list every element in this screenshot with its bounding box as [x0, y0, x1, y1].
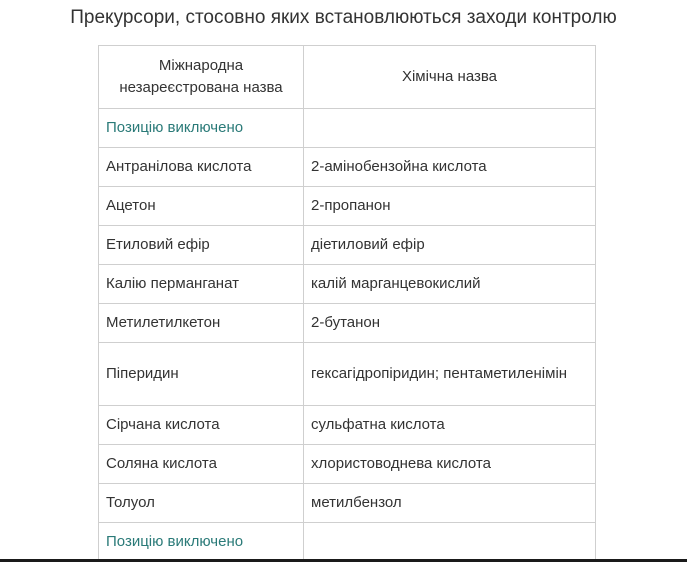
- cell-chemical-name: калій марганцевокислий: [304, 265, 596, 304]
- table-row: [99, 187, 596, 226]
- table-row: [99, 226, 596, 265]
- cell-inn-excluded: Позицію виключено: [99, 523, 304, 562]
- cell-inn: Сірчана кислота: [99, 406, 304, 445]
- cell-inn: Антранілова кислота: [99, 148, 304, 187]
- cell-inn: Соляна кислота: [99, 445, 304, 484]
- table-row: [99, 343, 596, 406]
- cell-inn: Метилетилкетон: [99, 304, 304, 343]
- cell-inn-excluded: Позицію виключено: [99, 109, 304, 148]
- column-header-chemical-name: Хімічна назва: [304, 46, 596, 109]
- precursors-table: [98, 45, 596, 562]
- page-title: Прекурсори, стосовно яких встановлюються заходи контролю: [70, 7, 617, 28]
- table-row: [99, 109, 596, 148]
- table-row: [99, 523, 596, 562]
- cell-chemical-name: 2-амінобензойна кислота: [304, 148, 596, 187]
- table-row: [99, 445, 596, 484]
- cell-chemical-name: [304, 109, 596, 148]
- cell-inn: Піперидин: [99, 343, 304, 406]
- cell-chemical-name: [304, 523, 596, 562]
- table-row: [99, 304, 596, 343]
- cell-chemical-name: сульфатна кислота: [304, 406, 596, 445]
- table-row: [99, 265, 596, 304]
- table-header-row: [99, 46, 596, 109]
- cell-chemical-name: хлористоводнева кислота: [304, 445, 596, 484]
- cell-inn: Ацетон: [99, 187, 304, 226]
- cell-inn: Етиловий ефір: [99, 226, 304, 265]
- cell-chemical-name: метилбензол: [304, 484, 596, 523]
- table-row: [99, 406, 596, 445]
- cell-inn: Толуол: [99, 484, 304, 523]
- cell-chemical-name: гексагідропіридин; пентаметиленімін: [304, 343, 596, 406]
- cell-chemical-name: 2-бутанон: [304, 304, 596, 343]
- cell-inn: Калію перманганат: [99, 265, 304, 304]
- column-header-inn: Міжнародна незареєстрована назва: [99, 46, 304, 109]
- table-row: [99, 148, 596, 187]
- cell-chemical-name: 2-пропанон: [304, 187, 596, 226]
- cell-chemical-name: діетиловий ефір: [304, 226, 596, 265]
- table-row: [99, 484, 596, 523]
